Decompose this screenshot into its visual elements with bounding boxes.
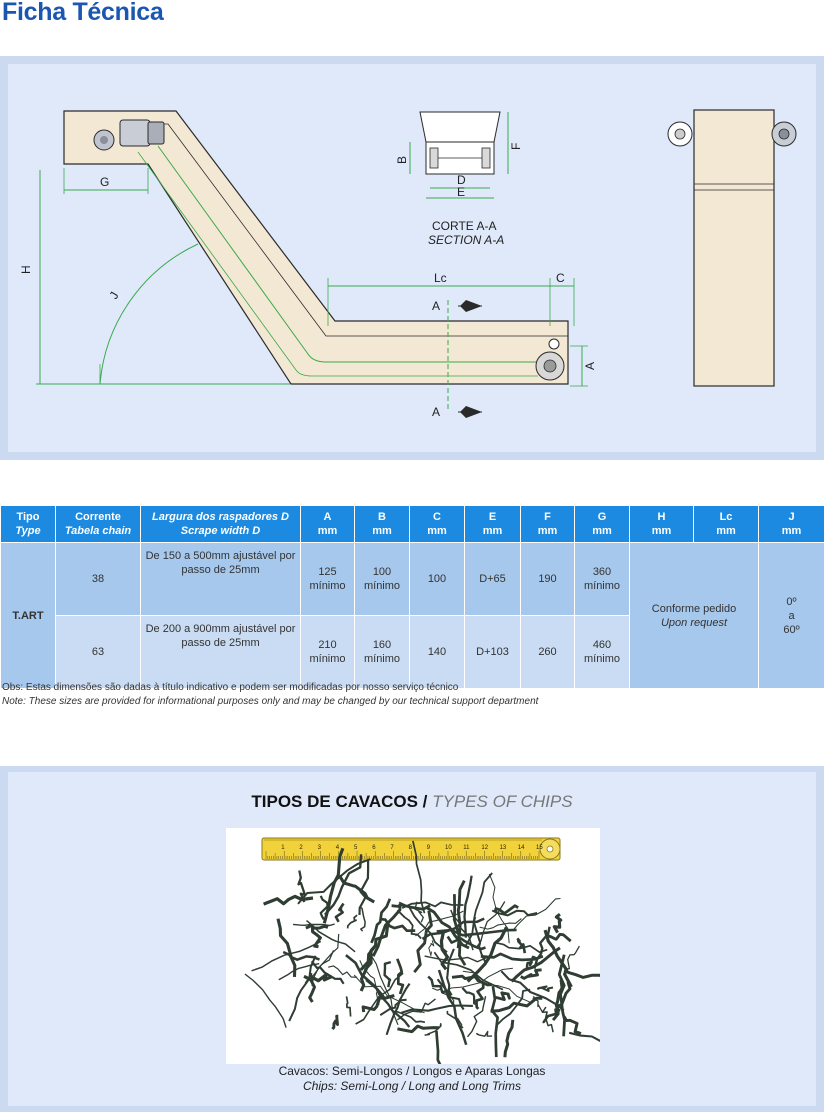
- col-header-h: H mm: [630, 506, 694, 543]
- ruler-number: 3: [317, 845, 321, 851]
- metal-chip: [425, 956, 489, 962]
- col-header-lc: Lc mm: [694, 506, 759, 543]
- metal-chip: [538, 987, 553, 991]
- a-cell: 210 mínimo: [301, 616, 355, 689]
- footnote: [2, 681, 538, 709]
- col-header-e: E mm: [465, 506, 521, 543]
- section-view: [420, 112, 500, 174]
- dim-d-label: D: [457, 173, 466, 187]
- metal-chip: [328, 966, 357, 977]
- table-header-row: [1, 506, 824, 543]
- dim-h-label: H: [19, 265, 33, 274]
- metal-chip: [554, 914, 560, 932]
- ruler-number: 9: [426, 845, 431, 851]
- b-cell: 100 mínimo: [355, 543, 410, 616]
- f-cell: 260: [521, 616, 575, 689]
- dim-g-label: G: [100, 175, 110, 189]
- chips-area: [8, 772, 816, 1106]
- dim-c-label: C: [556, 271, 565, 285]
- metal-chip: [306, 925, 328, 928]
- b-cell: 160 mínimo: [355, 616, 410, 689]
- metal-chip: [476, 984, 483, 1009]
- ruler-number: 10: [445, 845, 452, 851]
- metal-chip: [465, 876, 472, 938]
- metal-chip: [397, 1026, 439, 1032]
- metal-chip: [332, 1016, 338, 1029]
- metal-chip: [385, 962, 391, 987]
- metal-chip: [496, 993, 510, 1000]
- metal-chip: [474, 917, 485, 962]
- metal-chip: [392, 905, 430, 909]
- ruler-number: 15: [536, 845, 543, 851]
- ruler-number: 13: [499, 845, 507, 851]
- chips-title: TIPOS DE CAVACOS / TYPES OF CHIPS: [251, 792, 573, 811]
- col-header-chain: Corrente Tabela chain: [56, 506, 141, 543]
- g-cell: 460 mínimo: [575, 616, 630, 689]
- angle-j-arc: [100, 244, 198, 384]
- metal-chip: [264, 896, 313, 904]
- ruler-number: 5: [354, 845, 358, 851]
- chips-caption-pt: Cavacos: Semi-Longos / Longos e Aparas Longas: [278, 1064, 546, 1078]
- chain-cell: 63: [56, 616, 141, 689]
- metal-chip: [429, 940, 434, 955]
- footnote-en: Note: These sizes are provided for informational purposes only and may be changed by our technical support department: [2, 696, 539, 707]
- ruler-number: 14: [517, 845, 525, 851]
- footnote-pt: Obs: Estas dimensões são dadas à título indicativo e podem ser modificadas por nosso serviço técnico: [2, 682, 459, 693]
- col-header-c: C mm: [410, 506, 465, 543]
- j-cell: 0º a 60º: [759, 543, 824, 689]
- metal-chip: [346, 997, 351, 1016]
- chips-caption: [8, 1064, 816, 1094]
- ruler-number: 2: [299, 845, 303, 851]
- g-cell: 360 mínimo: [575, 543, 630, 616]
- section-title-en: SECTION A-A: [428, 233, 505, 247]
- ruler-number: 4: [335, 845, 340, 851]
- metal-chip: [517, 938, 525, 953]
- metal-chip: [462, 988, 477, 1005]
- ruler-number: 11: [463, 845, 470, 851]
- dim-b-label: B: [395, 155, 409, 164]
- metal-chip: [505, 1020, 513, 1057]
- width-cell: De 150 a 500mm ajustável por passo de 25mm: [141, 543, 301, 616]
- section-arrow-bottom-label: A: [432, 405, 441, 419]
- a-cell: 125 mínimo: [301, 543, 355, 616]
- f-cell: 190: [521, 543, 575, 616]
- technical-drawing-area: [8, 64, 816, 452]
- metal-chip: [491, 998, 543, 1011]
- metal-chip: [278, 919, 295, 977]
- spec-table: [0, 505, 824, 689]
- section-arrow-top-label: A: [432, 299, 441, 313]
- metal-chip: [569, 1033, 600, 1051]
- ruler-number: 12: [481, 845, 489, 851]
- dim-lc-label: Lc: [434, 271, 447, 285]
- metal-chip: [293, 924, 335, 925]
- col-header-g: G mm: [575, 506, 630, 543]
- e-cell: D+65: [465, 543, 521, 616]
- e-cell: D+103: [465, 616, 521, 689]
- metal-chip: [564, 946, 579, 969]
- col-header-a: A mm: [301, 506, 355, 543]
- dim-j-label: J: [106, 289, 122, 302]
- width-cell: De 200 a 900mm ajustável por passo de 25mm: [141, 616, 301, 689]
- conveyor-drawing: [8, 64, 816, 452]
- front-view: [668, 110, 796, 386]
- metal-chip: [436, 1031, 442, 1064]
- metal-chip: [336, 904, 344, 922]
- ruler-number: 8: [408, 845, 412, 851]
- chips-photo-image: [226, 828, 600, 1064]
- col-header-f: F mm: [521, 506, 575, 543]
- c-cell: 140: [410, 616, 465, 689]
- metal-chip: [564, 1017, 581, 1034]
- chips-photo: [226, 828, 600, 1064]
- chips-caption-en: Chips: Semi-Long / Long and Long Trims: [303, 1079, 521, 1093]
- chip-pile: [245, 841, 600, 1064]
- metal-chip: [477, 1032, 492, 1037]
- table-row: [1, 543, 824, 616]
- ruler-number: 6: [372, 845, 376, 851]
- metal-chip: [245, 974, 286, 1028]
- dim-a-label: A: [583, 361, 597, 370]
- dim-f-label: F: [509, 142, 523, 150]
- metal-chip: [360, 907, 365, 931]
- metal-chip: [564, 970, 600, 979]
- c-cell: 100: [410, 543, 465, 616]
- technical-drawing-panel: [0, 56, 824, 460]
- page-title: Ficha Técnica: [2, 0, 164, 26]
- metal-chip: [348, 915, 357, 928]
- chain-cell: 38: [56, 543, 141, 616]
- col-header-b: B mm: [355, 506, 410, 543]
- col-header-j: J mm: [759, 506, 824, 543]
- section-title: CORTE A-A: [432, 219, 497, 233]
- col-header-width: Largura dos raspadores D Scrape width D: [141, 506, 301, 543]
- metal-chip: [283, 952, 319, 960]
- dim-e-label: E: [457, 185, 466, 199]
- col-header-type: Tipo Type: [1, 506, 56, 543]
- h-lc-cell: Conforme pedido Upon request: [630, 543, 759, 689]
- ruler-number: 1: [281, 845, 285, 851]
- chips-panel: [0, 766, 824, 1112]
- ruler-number: 7: [390, 845, 394, 851]
- type-cell: T.ART: [1, 543, 56, 689]
